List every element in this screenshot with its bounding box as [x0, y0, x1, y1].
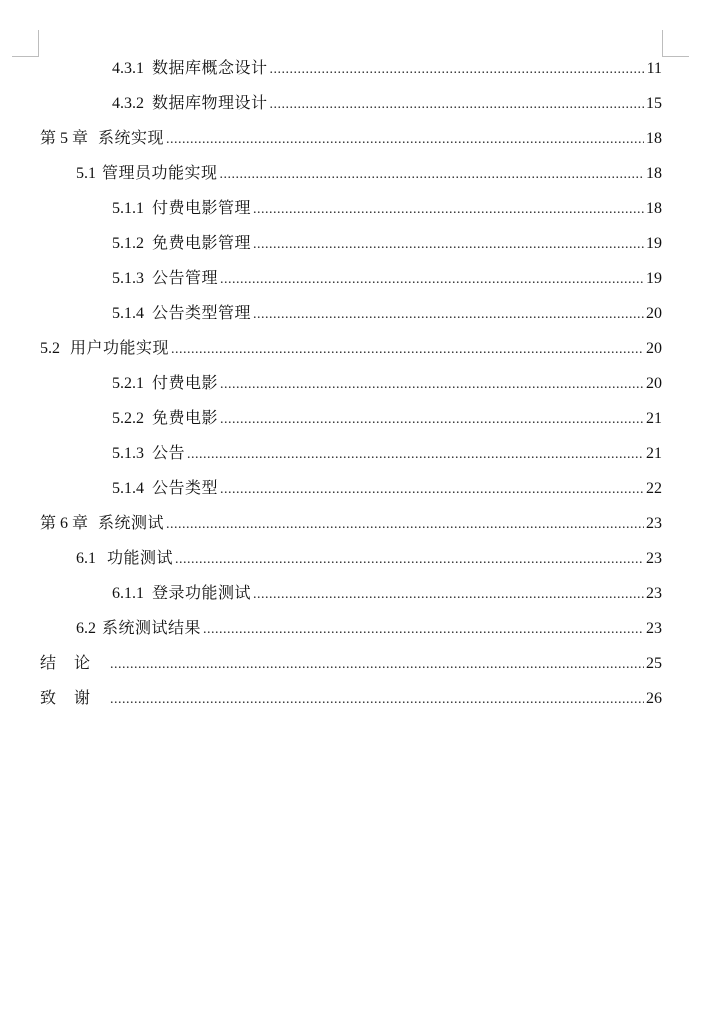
toc-leader-dots [175, 548, 644, 572]
toc-entry-title: 免费电影管理 [152, 235, 252, 252]
toc-leader-dots [253, 583, 644, 607]
toc-entry-number: 4.3.2 [112, 95, 144, 112]
toc-leader-dots [220, 268, 644, 292]
toc-entry-number: 6.2 [76, 620, 96, 637]
toc-leader-dots [253, 233, 644, 257]
toc-entry-page: 18 [646, 165, 662, 182]
toc-entry-title: 公告类型 [152, 480, 219, 497]
toc-entry[interactable] [40, 687, 662, 711]
toc-entry-page: 23 [646, 515, 662, 532]
toc-entry-number: 第 6 章 [40, 515, 89, 532]
toc-entry-number: 5.2 [40, 340, 60, 357]
toc-leader-dots [270, 58, 644, 82]
toc-leader-dots [253, 303, 644, 327]
toc-entry-title: 公告类型管理 [152, 305, 252, 322]
toc-entry[interactable] [112, 57, 662, 81]
toc-leader-dots [110, 688, 644, 712]
toc-entry-title: 致谢 [40, 690, 109, 707]
toc-leader-dots [171, 338, 644, 362]
toc-entry-page: 22 [646, 480, 662, 497]
toc-entry-number: 5.1.4 [112, 480, 144, 497]
toc-entry[interactable] [112, 372, 662, 396]
toc-entry[interactable] [76, 617, 662, 641]
toc-leader-dots [187, 443, 644, 467]
toc-entry-title: 付费电影 [152, 375, 219, 392]
toc-leader-dots [203, 618, 644, 642]
toc-entry[interactable] [112, 197, 662, 221]
toc-entry-page: 20 [646, 305, 662, 322]
toc-leader-dots [220, 373, 644, 397]
toc-entry-number: 4.3.1 [112, 60, 144, 77]
toc-entry-title: 结论 [40, 655, 109, 672]
toc-entry-page: 20 [646, 340, 662, 357]
toc-entry[interactable] [112, 302, 662, 326]
toc-entry-page: 11 [646, 60, 662, 77]
toc-entry-title: 系统实现 [98, 130, 165, 147]
toc-entry-page: 21 [646, 410, 662, 427]
toc-entry-title: 数据库物理设计 [152, 95, 268, 112]
toc-entry[interactable] [112, 582, 662, 606]
toc-leader-dots [220, 163, 644, 187]
toc-leader-dots [220, 408, 644, 432]
toc-entry-page: 26 [646, 690, 662, 707]
toc-entry[interactable] [112, 232, 662, 256]
toc-entry-title: 登录功能测试 [152, 585, 252, 602]
toc-entry[interactable] [112, 407, 662, 431]
toc-entry-title: 系统测试 [98, 515, 165, 532]
toc-entry-page: 18 [646, 200, 662, 217]
toc-entry-page: 19 [646, 270, 662, 287]
toc-entry-number: 6.1 [76, 550, 96, 567]
toc-entry[interactable] [76, 547, 662, 571]
toc-entry-title: 系统测试结果 [102, 620, 202, 637]
toc-entry-page: 19 [646, 235, 662, 252]
toc-entry-title: 管理员功能实现 [102, 165, 218, 182]
toc-entry-number: 5.1.3 [112, 445, 144, 462]
toc-entry-number: 5.1.3 [112, 270, 144, 287]
toc-entry-page: 25 [646, 655, 662, 672]
toc-entry[interactable] [112, 477, 662, 501]
toc-entry-title: 公告 [152, 445, 186, 462]
toc-entry-number: 5.1.4 [112, 305, 144, 322]
toc-entry-title: 功能测试 [107, 550, 174, 567]
toc-entry-title: 付费电影管理 [152, 200, 252, 217]
toc-entry-title: 免费电影 [152, 410, 219, 427]
toc-entry-number: 5.1.1 [112, 200, 144, 217]
toc-entry-title: 公告管理 [152, 270, 219, 287]
toc-entry-number: 5.2.2 [112, 410, 144, 427]
toc-entry-number: 5.1.2 [112, 235, 144, 252]
toc-entry[interactable] [40, 512, 662, 536]
crop-mark-top-right [662, 30, 689, 57]
toc-entry-number: 5.2.1 [112, 375, 144, 392]
toc-entry-number: 第 5 章 [40, 130, 89, 147]
toc-entry-page: 15 [646, 95, 662, 112]
toc-entry[interactable] [112, 92, 662, 116]
toc-entry[interactable] [40, 652, 662, 676]
toc-leader-dots [110, 653, 644, 677]
toc-entry-title: 数据库概念设计 [152, 60, 268, 77]
toc-entry[interactable] [40, 127, 662, 151]
toc-entry[interactable] [76, 162, 662, 186]
toc-leader-dots [220, 478, 644, 502]
toc-entry[interactable] [112, 267, 662, 291]
crop-mark-top-left [12, 30, 39, 57]
toc-entry-page: 21 [646, 445, 662, 462]
toc-entry-number: 5.1 [76, 165, 96, 182]
toc-leader-dots [270, 93, 644, 117]
toc-entry-page: 23 [646, 585, 662, 602]
toc-entry[interactable] [112, 442, 662, 466]
toc-entry-page: 23 [646, 550, 662, 567]
toc-entry-number: 6.1.1 [112, 585, 144, 602]
toc-entry-page: 23 [646, 620, 662, 637]
toc-leader-dots [166, 128, 644, 152]
toc-leader-dots [253, 198, 644, 222]
toc-entry-page: 20 [646, 375, 662, 392]
toc-leader-dots [166, 513, 644, 537]
toc-entry-page: 18 [646, 130, 662, 147]
toc-entry[interactable] [40, 337, 662, 361]
toc-entry-title: 用户功能实现 [70, 340, 170, 357]
